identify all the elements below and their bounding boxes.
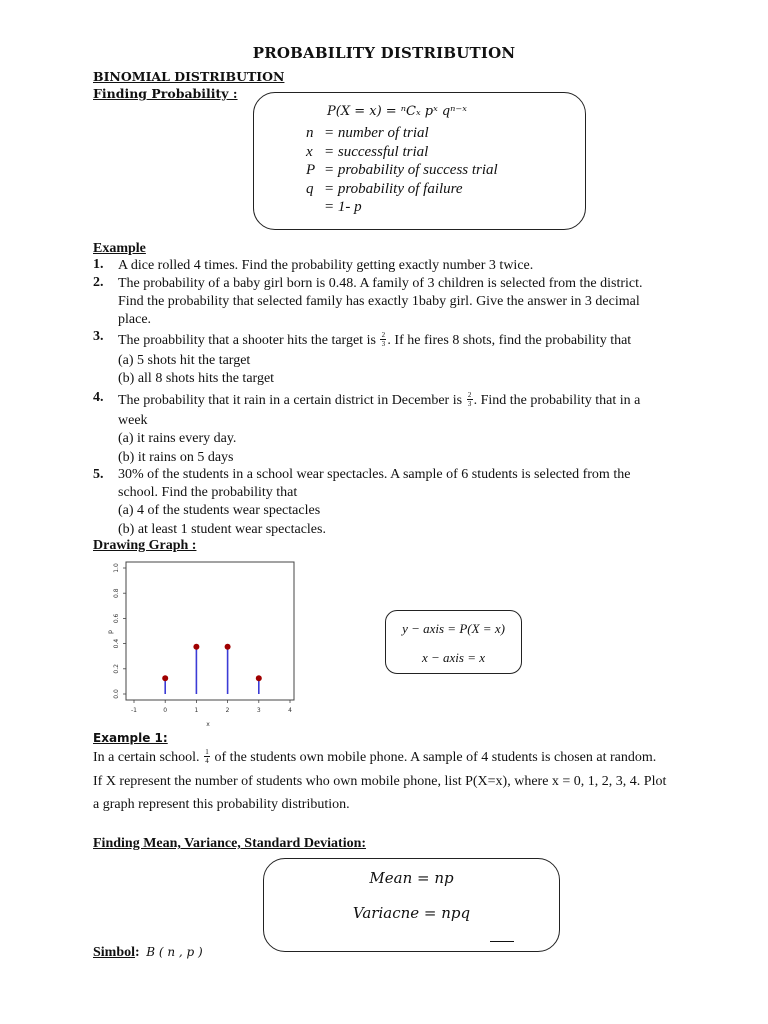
formula-box [253, 92, 586, 230]
simbol-label: Simbol [93, 945, 136, 960]
svg-text:-1: -1 [131, 707, 137, 714]
drawing-graph-heading: Drawing Graph : [93, 538, 197, 553]
svg-text:p: p [107, 630, 114, 634]
example1-text: In a certain school. $\frac{1}{4}$ of the students own mobile phone. A sample of 4 students is chosen at random. If X represent the number of students who own mobile phone, list P(X=x), where x = 0, 1, 2, 3, 4. Plot a graph represent this probability distribution. [93, 748, 667, 812]
svg-text:1: 1 [194, 707, 199, 714]
example-number: 5. [93, 467, 104, 482]
definitions-list [306, 124, 498, 217]
svg-text:1.0: 1.0 [113, 563, 120, 573]
svg-text:0.2: 0.2 [113, 664, 120, 674]
example-number: 3. [93, 329, 104, 344]
svg-text:0.8: 0.8 [113, 588, 120, 598]
mean-variance-heading: Finding Mean, Variance, Standard Deviation: [93, 836, 367, 851]
y-axis-definition: y − axis = P(X = x) [402, 621, 505, 636]
example-item-3: The proabbility that a shooter hits the target is $\frac{2}{3}$ . If he fires 8 shots, find the probability that (a) 5 shots hit the target (b) all 8 shots hits the target [118, 331, 632, 387]
example-item-2: The probability of a baby girl born is 0.48. A family of 3 children is selected from the district. Find the probability that selected family has exactly 1baby girl. Give the answer in 3 decimal place. [118, 276, 643, 328]
svg-text:0.6: 0.6 [113, 613, 120, 624]
example-item-1: A dice rolled 4 times. Find the probability getting exactly number 3 twice. [118, 258, 534, 273]
fraction-two-thirds: $\frac{2}{3}$ [467, 391, 472, 409]
definition-x: x = successful trial [306, 143, 429, 160]
finding-probability-heading: Finding Probability : [93, 86, 238, 101]
example-item-4: The probability that it rain in a certain district in December is $\frac{2}{3}$ . Find the probability that in a week (a) it rains every day. (b) it rains on 5 days [118, 391, 641, 465]
svg-text:x: x [206, 721, 210, 728]
example-number: 4. [93, 390, 104, 405]
svg-text:0: 0 [163, 707, 168, 714]
svg-text:4: 4 [288, 707, 292, 714]
mean-formula: Mean = np [369, 869, 454, 887]
simbol-value: B ( n , p ) [146, 945, 203, 959]
definition-p: P = probability of success trial [306, 162, 498, 178]
x-axis-definition: x − axis = x [421, 650, 486, 665]
example-number: 2. [93, 275, 104, 290]
svg-text:0.4: 0.4 [113, 638, 120, 649]
mean-variance-box [263, 858, 560, 952]
probability-stem-chart [104, 556, 304, 731]
variance-formula: Variacne = npq [352, 904, 471, 922]
svg-text:0.0: 0.0 [113, 689, 120, 699]
definition-q-value: = 1- p [324, 199, 362, 215]
section-heading-binomial: BINOMIAL DISTRIBUTION [93, 69, 285, 84]
example-heading: Example [93, 241, 146, 256]
example-number: 1. [93, 257, 104, 272]
simbol-line: Simbol: B ( n , p ) [93, 945, 203, 960]
definition-n: n = number of trial [306, 125, 429, 141]
fraction-one-quarter: $\frac{1}{4}$ [205, 748, 209, 766]
truncated-line [490, 941, 514, 942]
definition-q: q = probability of failure [306, 180, 463, 197]
svg-text:3: 3 [256, 707, 261, 714]
example1-heading: Example 1: [93, 731, 168, 745]
page-title: PROBABILITY DISTRIBUTION [252, 44, 516, 62]
binomial-formula: P(X = x) = ⁿCₓ pˣ qⁿ⁻ˣ [327, 104, 467, 119]
svg-text:2: 2 [225, 707, 230, 714]
fraction-two-thirds: $\frac{2}{3}$ [381, 331, 386, 349]
example-item-5: 30% of the students in a school wear spectacles. A sample of 6 students is selected from the school. Find the probability that (a) 4 of the students wear spectacles (b) at least 1 student wear spectacles. [118, 467, 631, 537]
axis-definition-box [385, 610, 522, 674]
